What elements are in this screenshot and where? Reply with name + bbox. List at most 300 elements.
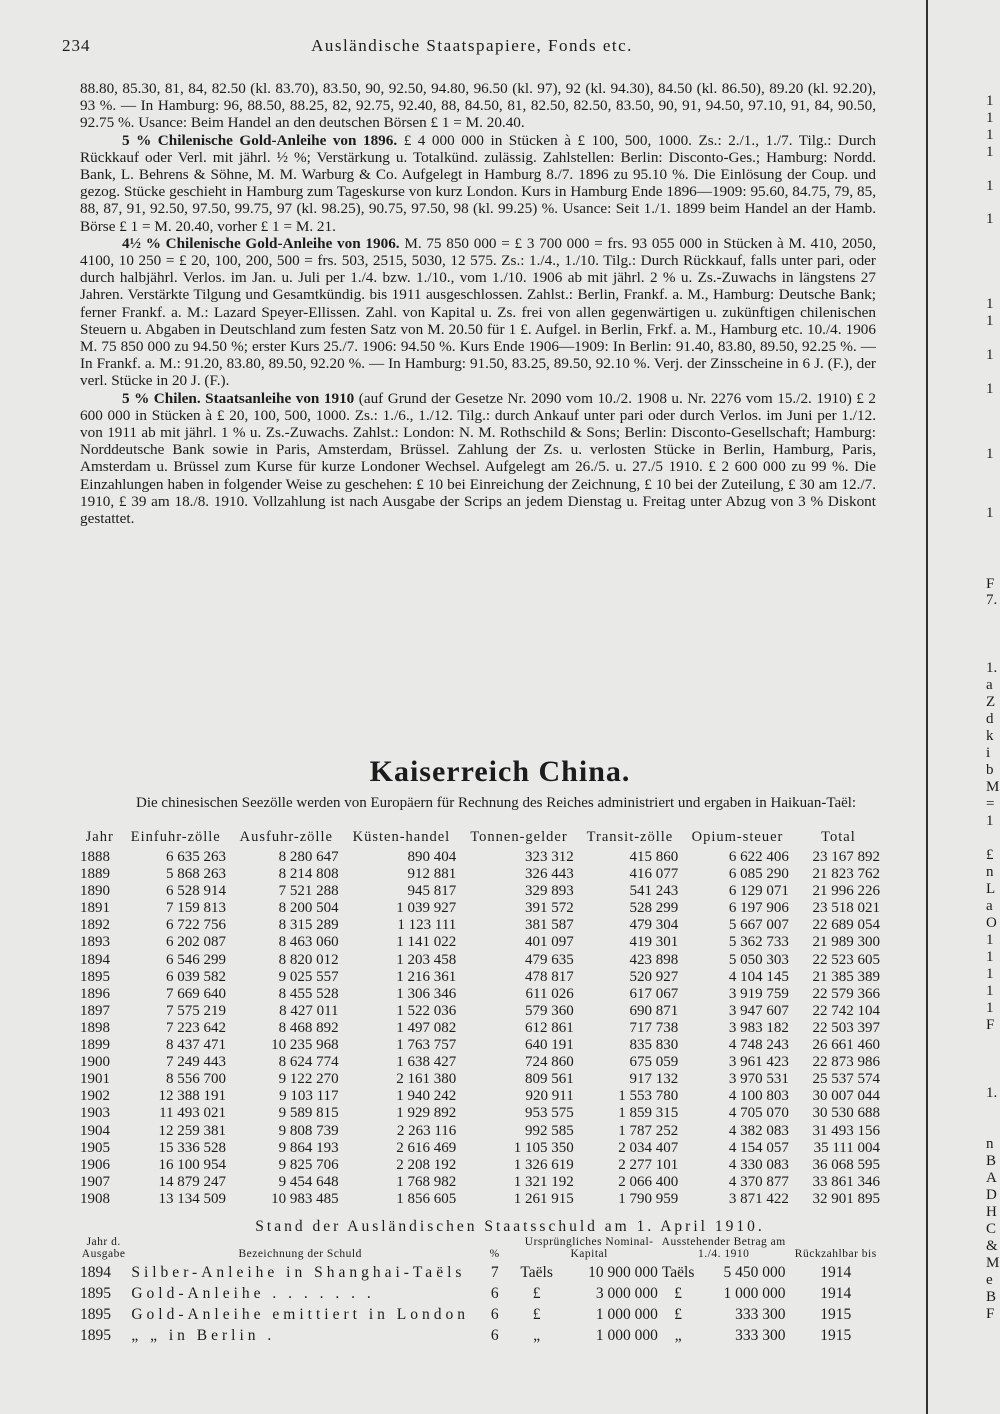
debt-until-cell: 1914 xyxy=(820,1264,852,1281)
value-cell: 1 553 780 xyxy=(618,1088,679,1105)
value-cell: 32 901 895 xyxy=(812,1190,880,1207)
value-cell: 4 705 070 xyxy=(728,1105,789,1122)
table-row xyxy=(78,900,884,917)
margin-fragment: 1 xyxy=(986,381,994,397)
value-cell: 3 961 423 xyxy=(728,1054,789,1071)
value-cell: 8 214 808 xyxy=(278,866,339,883)
margin-fragment: 1 xyxy=(986,93,994,109)
year-cell: 1903 xyxy=(80,1105,110,1122)
value-cell: 8 463 060 xyxy=(278,934,339,951)
value-cell: 323 312 xyxy=(524,849,574,865)
year-cell: 1892 xyxy=(80,917,110,934)
margin-fragment: 1 xyxy=(986,949,994,965)
margin-fragment: M xyxy=(986,779,1000,795)
value-cell: 992 585 xyxy=(524,1122,574,1139)
value-cell: 1 856 605 xyxy=(396,1190,457,1207)
margin-fragment: 1 xyxy=(986,296,994,312)
value-cell: 1 929 892 xyxy=(396,1105,457,1122)
margin-fragment: a xyxy=(986,898,993,914)
value-cell: 9 825 706 xyxy=(278,1156,339,1173)
year-cell: 1900 xyxy=(80,1054,110,1071)
value-cell: 6 197 906 xyxy=(728,900,789,917)
margin-fragment: F xyxy=(986,1306,995,1322)
year-cell: 1904 xyxy=(80,1122,110,1139)
debt-cur1-cell: £ xyxy=(532,1285,541,1302)
value-cell: 22 689 054 xyxy=(812,917,880,934)
section-title: Kaiserreich China. xyxy=(369,755,631,788)
value-cell: 3 919 759 xyxy=(728,985,789,1002)
value-cell: 329 893 xyxy=(524,883,574,900)
value-cell: 416 077 xyxy=(629,866,679,883)
value-cell: 16 100 954 xyxy=(158,1156,227,1173)
margin-fragment: 1 xyxy=(986,983,994,999)
value-cell: 23 167 892 xyxy=(812,849,880,865)
debt-until-cell: 1915 xyxy=(820,1327,852,1344)
value-cell: 4 100 803 xyxy=(728,1088,789,1105)
value-cell: 1 216 361 xyxy=(396,968,457,985)
year-cell: 1891 xyxy=(80,900,110,917)
margin-fragment: 1. xyxy=(986,1085,998,1101)
debt-pct-cell: 6 xyxy=(490,1285,499,1302)
value-cell: 15 336 528 xyxy=(158,1139,227,1156)
intro-text: Die chinesischen Seezölle werden von Europäern für Rechnung des Reiches administriert und ergaben in Haikuan-Taël: xyxy=(136,795,857,811)
margin-fragment: 1 xyxy=(986,110,994,126)
margin-fragment: & xyxy=(986,1238,998,1254)
margin-fragment: H xyxy=(986,1204,997,1220)
value-cell: 25 537 574 xyxy=(812,1071,880,1088)
customs-col-header: Küsten-handel xyxy=(352,829,451,845)
paragraph-continuation: 88.80, 85.30, 81, 84, 82.50 (kl. 83.70), 83.50, 90, 92.50, 94.80, 96.50 (kl. 97), 92 (kl. 94.30), 84.50 (kl. 86.50), 89.20 (kl. 92.20), 93 %. — In Hamburg: 96, 88.50, 88.25, 82, 92.75, 92.40, 88, 84.50, 81, 82.50, 82.50, 83.50, 90, 91, 94.50, 97.10, 91, 84, 90.50, 92.75 %. Usance: Beim Handel an den deutschen Börsen £ 1 = M. 20.40. xyxy=(80,80,876,132)
debt-table-header xyxy=(78,1236,884,1262)
value-cell: 4 382 083 xyxy=(728,1122,789,1139)
value-cell: 391 572 xyxy=(524,900,574,917)
margin-fragment: L xyxy=(986,881,996,897)
year-cell: 1905 xyxy=(80,1139,110,1156)
value-cell: 21 996 226 xyxy=(812,883,880,900)
debt-cur1-cell: Taëls xyxy=(520,1264,553,1281)
value-cell: 1 787 252 xyxy=(618,1122,679,1139)
value-cell: 528 299 xyxy=(629,900,679,917)
debt-table xyxy=(78,1236,884,1346)
loan-1910-heading: 5 % Chilen. Staatsanleihe von 1910 xyxy=(122,389,355,407)
value-cell: 30 007 044 xyxy=(812,1088,880,1105)
value-cell: 326 443 xyxy=(524,866,574,883)
value-cell: 2 616 469 xyxy=(396,1139,457,1156)
debt-col-header: Ausstehender Betrag am 1./4. 1910 xyxy=(661,1236,786,1260)
loan-1896-text: £ 4 000 000 in Stücken à £ 100, 500, 1000. Zs.: 2./1., 1./7. Tilg.: Durch Rückkauf oder Verl. mit jährl. ½ %; Verstärkung u. Totalkünd. zulässig. Zahlstellen: Berlin: Disconto-Ges.; Hamburg: Nordd. Bank, L. Behrens & Söhne, M. M. Warburg & Co. Aufgelegt in Hamburg 8./7. 1896 zu 95.10 %. Die Einlösung der Coup. und gezog. Stücke geschieht in Hamburg zum Tageskurse von kurz London. Kurs in Hamburg Ende 1896—1909: 95.60, 84.75, 79, 85, 88, 87, 91, 92.50, 97.50, 99.75, 97 (kl. 98.25), 90.75, 97.50, 98 (kl. 99.25) %. Usance: Seit 1./1. 1899 beim Handel an der Hamb. Börse £ 1 = M. 20.40, vorher £ 1 = M. 21. xyxy=(80,131,876,235)
value-cell: 8 624 774 xyxy=(278,1054,339,1071)
value-cell: 4 330 083 xyxy=(728,1156,789,1173)
year-cell: 1888 xyxy=(80,849,110,865)
value-cell: 23 518 021 xyxy=(812,900,880,917)
value-cell: 3 871 422 xyxy=(728,1190,789,1207)
debt-table-body xyxy=(78,1262,884,1346)
value-cell: 6 085 290 xyxy=(728,866,789,883)
debt-year-cell: 1894 xyxy=(80,1264,111,1281)
value-cell: 1 859 315 xyxy=(618,1105,679,1122)
margin-fragment: b xyxy=(986,762,994,778)
margin-fragment: B xyxy=(986,1289,997,1305)
value-cell: 21 823 762 xyxy=(812,866,880,883)
debt-col-header: Rückzahlbar bis xyxy=(794,1248,877,1260)
value-cell: 1 261 915 xyxy=(513,1190,574,1207)
value-cell: 1 039 927 xyxy=(396,900,457,917)
value-cell: 1 763 757 xyxy=(396,1037,457,1054)
value-cell: 8 820 012 xyxy=(278,951,339,968)
value-cell: 12 259 381 xyxy=(158,1122,227,1139)
table-row xyxy=(78,986,884,1003)
margin-fragment: 1. xyxy=(986,660,998,676)
value-cell: 9 103 117 xyxy=(279,1088,339,1105)
section-intro xyxy=(80,795,876,812)
debt-col-header: Bezeichnung der Schuld xyxy=(238,1248,362,1260)
value-cell: 3 983 182 xyxy=(728,1019,789,1036)
year-cell: 1894 xyxy=(80,951,110,968)
value-cell: 1 497 082 xyxy=(396,1019,457,1036)
table-row xyxy=(78,849,884,866)
value-cell: 617 067 xyxy=(629,985,679,1002)
year-cell: 1889 xyxy=(80,866,110,883)
margin-fragment: 1 xyxy=(986,932,994,948)
value-cell: 2 277 101 xyxy=(618,1156,679,1173)
table-row xyxy=(78,1020,884,1037)
value-cell: 640 191 xyxy=(524,1037,574,1054)
margin-fragment: 1 xyxy=(986,127,994,143)
table-row xyxy=(78,934,884,951)
value-cell: 912 881 xyxy=(407,866,457,883)
year-cell: 1895 xyxy=(80,968,110,985)
customs-table-body xyxy=(78,849,884,1208)
value-cell: 3 947 607 xyxy=(728,1002,789,1019)
running-title: Ausländische Staatspapiere, Fonds etc. xyxy=(311,36,633,55)
chile-loans-text xyxy=(80,80,876,527)
value-cell: 1 203 458 xyxy=(396,951,457,968)
customs-col-header: Transit-zölle xyxy=(586,829,674,845)
value-cell: 1 326 619 xyxy=(513,1156,574,1173)
value-cell: 6 039 582 xyxy=(166,968,227,985)
value-cell: 9 122 270 xyxy=(278,1071,339,1088)
value-cell: 611 026 xyxy=(525,985,574,1002)
year-cell: 1906 xyxy=(80,1156,110,1173)
debt-orig-cell: 10 900 000 xyxy=(588,1264,658,1281)
margin-fragment: 1 xyxy=(986,144,994,160)
debt-row xyxy=(78,1283,884,1304)
debt-cur2-cell: „ xyxy=(674,1327,682,1344)
page-header xyxy=(62,36,882,60)
value-cell: 9 864 193 xyxy=(278,1139,339,1156)
value-cell: 31 493 156 xyxy=(812,1122,880,1139)
loan-1896-heading: 5 % Chilenische Gold-Anleihe von 1896. xyxy=(122,131,398,149)
debt-year-cell: 1895 xyxy=(80,1285,111,1302)
customs-col-header: Einfuhr-zölle xyxy=(130,829,221,845)
margin-fragment: C xyxy=(986,1221,997,1237)
value-cell: 9 025 557 xyxy=(278,968,339,985)
value-cell: 415 860 xyxy=(629,849,679,865)
loan-1910-text: (auf Grund der Gesetze Nr. 2090 vom 10./2. 1908 u. Nr. 2276 vom 15./2. 1910) £ 2 600 000 in Stücken à £ 20, 100, 500, 1000. Zs.: 1./6., 1./12. Tilg.: durch Ankauf unter pari oder durch Verlos. im Juni per 1./12. von 1911 ab mit jährl. 1 % u. Zs.-Zuwachs. Zahlst.: London: N. M. Rothschild & Sons; Berlin: Disconto-Gesellschaft; Hamburg: Norddeutsche Bank sowie in Paris, Amsterdam, Brüssel. Zahlung der Zs. u. verlosten Stücke in Berlin, Hamburg, Paris, Amsterdam u. Brüssel zum Kurse für kurze Londoner Wechsel. Aufgelegt am 26./5. u. 27./5 1910. £ 2 600 000 zu 99 %. Die Einzahlungen haben in folgender Weise zu geschehen: £ 10 bei Einreichung der Zeichnung, £ 10 bei der Zuteilung, £ 30 am 12./7. 1910, £ 39 am 18./8. 1910. Vollzahlung ist nach Ausgabe der Scrips an jedem Dienstag u. Freitag unter Abzug von 3 % Diskont gestattet. xyxy=(80,389,876,528)
value-cell: 953 575 xyxy=(524,1105,574,1122)
table-row xyxy=(78,969,884,986)
value-cell: 478 817 xyxy=(524,968,574,985)
table-row xyxy=(78,952,884,969)
margin-fragment: i xyxy=(986,745,991,761)
debt-heading: Stand der Ausländischen Staatsschuld am 1. April 1910. xyxy=(255,1218,765,1235)
value-cell: 3 970 531 xyxy=(728,1071,789,1088)
value-cell: 8 556 700 xyxy=(166,1071,227,1088)
margin-fragment: n xyxy=(986,1136,994,1152)
debt-until-cell: 1915 xyxy=(820,1306,852,1323)
year-cell: 1897 xyxy=(80,1002,110,1019)
year-cell: 1890 xyxy=(80,883,110,900)
margin-fragment: a xyxy=(986,677,993,693)
table-row xyxy=(78,1003,884,1020)
adjacent-page-margin xyxy=(986,0,1000,1414)
value-cell: 479 304 xyxy=(629,917,679,934)
value-cell: 36 068 595 xyxy=(812,1156,880,1173)
value-cell: 675 059 xyxy=(629,1054,679,1071)
margin-fragment: = xyxy=(986,796,995,812)
value-cell: 541 243 xyxy=(629,883,679,900)
value-cell: 22 742 104 xyxy=(812,1002,880,1019)
debt-orig-cell: 3 000 000 xyxy=(595,1285,658,1302)
value-cell: 7 575 219 xyxy=(166,1002,227,1019)
table-row xyxy=(78,1037,884,1054)
customs-col-header: Opium-steuer xyxy=(691,829,784,845)
value-cell: 419 301 xyxy=(629,934,679,951)
customs-table xyxy=(78,830,884,1208)
value-cell: 479 635 xyxy=(524,951,574,968)
loan-1906-text: M. 75 850 000 = £ 3 700 000 = frs. 93 055 000 in Stücken à M. 410, 2050, 4100, 10 250 = £ 20, 100, 200, 500 = frs. 503, 2515, 5030, 12 575. Zs.: 1./4., 1./10. Tilg.: Durch Rückkauf, falls unter pari, oder durch halbjährl. Verlos. im Jan. u. Juli per 1./4. bzw. 1./10., vom 1./10. 1906 ab mit jährl. 2 % u. Zs.-Zuwachs in längstens 27 Jahren. Verstärkte Tilgung und Gesamtkündig. bis 1911 ausgeschlossen. Zahlst.: Berlin, Frankf. a. M., Hamburg: Deutsche Bank; ferner Frankf. a. M.: Lazard Speyer-Ellissen. Zahl. von Kapital u. Zs. frei von allen gegenwärtigen u. zukünftigen chilenischen Steuern u. Abgaben in Deutschland zum festen Satz von M. 20.50 für 1 £. Aufgel. in Berlin, Frkf. a. M., Hamburg etc. 10./4. 1906 M. 75 850 000 zu 94.50 %; erster Kurs 25./7. 1906: 94.50 %. Kurs Ende 1906—1909: In Berlin: 91.40, 83.80, 89.50, 92.25 %. — In Frankf. a. M.: 91.20, 83.80, 89.50, 92.20 %. — In Hamburg: 91.50, 83.25, 89.50, 92.10 %. Verj. der Zinsscheine in 6 J. (F.), der verl. Stücke in 20 J. (F.). xyxy=(80,234,876,390)
debt-col-header: Ursprüngliches Nominal-Kapital xyxy=(524,1236,654,1260)
value-cell: 10 983 485 xyxy=(271,1190,339,1207)
debt-year-cell: 1895 xyxy=(80,1327,111,1344)
value-cell: 1 790 959 xyxy=(618,1190,679,1207)
value-cell: 10 235 968 xyxy=(271,1037,339,1054)
value-cell: 423 898 xyxy=(629,951,679,968)
value-cell: 1 123 111 xyxy=(397,917,457,934)
value-cell: 13 134 509 xyxy=(158,1190,227,1207)
customs-col-header: Jahr xyxy=(85,829,114,845)
column-rule xyxy=(926,0,928,1414)
margin-fragment: k xyxy=(986,728,994,744)
value-cell: 8 455 528 xyxy=(278,985,339,1002)
loan-1906-heading: 4½ % Chilenische Gold-Anleihe von 1906. xyxy=(122,234,400,252)
value-cell: 6 129 071 xyxy=(728,883,789,900)
margin-fragment: A xyxy=(986,1170,997,1186)
value-cell: 2 208 192 xyxy=(396,1156,457,1173)
margin-fragment: B xyxy=(986,1153,997,1169)
value-cell: 6 546 299 xyxy=(166,951,227,968)
value-cell: 22 523 605 xyxy=(812,951,880,968)
value-cell: 1 141 022 xyxy=(396,934,457,951)
table-row xyxy=(78,883,884,900)
table-row xyxy=(78,1105,884,1122)
debt-row xyxy=(78,1325,884,1346)
value-cell: 8 315 289 xyxy=(278,917,339,934)
value-cell: 1 306 346 xyxy=(396,985,457,1002)
value-cell: 7 159 813 xyxy=(166,900,227,917)
value-cell: 717 738 xyxy=(629,1019,679,1036)
debt-out-cell: 333 300 xyxy=(735,1327,786,1344)
margin-fragment: M xyxy=(986,1255,1000,1271)
debt-cur1-cell: „ xyxy=(533,1327,541,1344)
value-cell: 809 561 xyxy=(524,1071,574,1088)
value-cell: 9 808 739 xyxy=(278,1122,339,1139)
margin-fragment: £ xyxy=(986,847,994,863)
margin-fragment: n xyxy=(986,864,994,880)
value-cell: 22 503 397 xyxy=(812,1019,880,1036)
debt-cur1-cell: £ xyxy=(532,1306,541,1323)
year-cell: 1908 xyxy=(80,1190,110,1207)
debt-name-cell: Silber-Anleihe in Shanghai-Taëls xyxy=(131,1264,466,1281)
margin-fragment: 7. xyxy=(986,592,998,608)
value-cell: 8 280 647 xyxy=(278,849,339,865)
value-cell: 690 871 xyxy=(629,1002,679,1019)
debt-year-cell: 1895 xyxy=(80,1306,111,1323)
value-cell: 26 661 460 xyxy=(812,1037,880,1054)
value-cell: 1 522 036 xyxy=(396,1002,457,1019)
paragraph-loan-1896 xyxy=(80,132,876,235)
value-cell: 945 817 xyxy=(407,883,457,900)
margin-fragment: 1 xyxy=(986,813,994,829)
value-cell: 8 468 892 xyxy=(278,1019,339,1036)
paragraph-loan-1910 xyxy=(80,390,876,528)
year-cell: 1901 xyxy=(80,1071,110,1088)
value-cell: 1 940 242 xyxy=(396,1088,457,1105)
value-cell: 579 360 xyxy=(524,1002,574,1019)
value-cell: 401 097 xyxy=(524,934,574,951)
table-row xyxy=(78,1088,884,1105)
table-row xyxy=(78,1174,884,1191)
value-cell: 7 669 640 xyxy=(166,985,227,1002)
page-number: 234 xyxy=(62,36,91,55)
value-cell: 9 589 815 xyxy=(278,1105,339,1122)
value-cell: 9 454 648 xyxy=(278,1173,339,1190)
debt-pct-cell: 6 xyxy=(490,1306,499,1323)
margin-fragment: F xyxy=(986,1017,995,1033)
debt-pct-cell: 7 xyxy=(490,1264,499,1281)
value-cell: 1 105 350 xyxy=(513,1139,574,1156)
margin-fragment: Z xyxy=(986,694,996,710)
debt-col-header: % xyxy=(489,1248,500,1260)
value-cell: 1 638 427 xyxy=(396,1054,457,1071)
margin-fragment: 1 xyxy=(986,178,994,194)
value-cell: 2 034 407 xyxy=(618,1139,679,1156)
debt-cur2-cell: Taëls xyxy=(661,1264,695,1281)
value-cell: 2 161 380 xyxy=(396,1071,457,1088)
value-cell: 5 868 263 xyxy=(166,866,227,883)
value-cell: 890 404 xyxy=(407,849,457,865)
value-cell: 1 321 192 xyxy=(513,1173,574,1190)
value-cell: 35 111 004 xyxy=(813,1139,880,1156)
value-cell: 381 587 xyxy=(524,917,574,934)
margin-fragment: 1 xyxy=(986,211,994,227)
value-cell: 6 622 406 xyxy=(728,849,789,865)
value-cell: 4 104 145 xyxy=(728,968,789,985)
value-cell: 520 927 xyxy=(629,968,679,985)
debt-cur2-cell: £ xyxy=(674,1285,682,1302)
value-cell: 4 370 877 xyxy=(728,1173,789,1190)
margin-fragment: d xyxy=(986,711,994,727)
customs-table-header xyxy=(78,830,884,849)
table-row xyxy=(78,1123,884,1140)
margin-fragment: D xyxy=(986,1187,997,1203)
value-cell: 30 530 688 xyxy=(812,1105,880,1122)
debt-name-cell: Gold-Anleihe . . . . . . . xyxy=(131,1285,375,1302)
value-cell: 7 223 642 xyxy=(166,1019,227,1036)
value-cell: 12 388 191 xyxy=(158,1088,227,1105)
margin-fragment: O xyxy=(986,915,997,931)
table-row xyxy=(78,1071,884,1088)
value-cell: 4 748 243 xyxy=(728,1037,789,1054)
year-cell: 1907 xyxy=(80,1173,110,1190)
debt-row xyxy=(78,1262,884,1283)
value-cell: 6 528 914 xyxy=(166,883,227,900)
value-cell: 8 427 011 xyxy=(279,1002,339,1019)
value-cell: 7 249 443 xyxy=(166,1054,227,1071)
margin-fragment: 1 xyxy=(986,446,994,462)
value-cell: 22 579 366 xyxy=(812,985,880,1002)
paragraph-loan-1906 xyxy=(80,235,876,390)
value-cell: 1 768 982 xyxy=(396,1173,457,1190)
debt-orig-cell: 1 000 000 xyxy=(595,1327,658,1344)
customs-col-header: Total xyxy=(821,829,856,845)
value-cell: 11 493 021 xyxy=(159,1105,227,1122)
debt-cur2-cell: £ xyxy=(674,1306,682,1323)
year-cell: 1899 xyxy=(80,1037,110,1054)
value-cell: 724 860 xyxy=(524,1054,574,1071)
year-cell: 1902 xyxy=(80,1088,110,1105)
value-cell: 5 667 007 xyxy=(728,917,789,934)
value-cell: 14 879 247 xyxy=(158,1173,227,1190)
value-cell: 6 202 087 xyxy=(166,934,227,951)
table-row xyxy=(78,866,884,883)
year-cell: 1896 xyxy=(80,985,110,1002)
value-cell: 5 362 733 xyxy=(728,934,789,951)
debt-out-cell: 1 000 000 xyxy=(723,1285,786,1302)
debt-orig-cell: 1 000 000 xyxy=(595,1306,658,1323)
debt-out-cell: 5 450 000 xyxy=(723,1264,786,1281)
table-row xyxy=(78,1191,884,1208)
value-cell: 7 521 288 xyxy=(278,883,339,900)
value-cell: 8 437 471 xyxy=(166,1037,227,1054)
debt-col-header: Jahr d. Ausgabe xyxy=(81,1236,126,1260)
debt-name-cell: „ „ in Berlin . xyxy=(131,1327,276,1344)
margin-fragment: 1 xyxy=(986,966,994,982)
margin-fragment: F xyxy=(986,576,995,592)
margin-fragment: 1 xyxy=(986,313,994,329)
table-row xyxy=(78,917,884,934)
debt-name-cell: Gold-Anleihe emittiert in London xyxy=(131,1306,469,1323)
margin-fragment: 1 xyxy=(986,505,994,521)
customs-col-header: Tonnen-gelder xyxy=(470,829,568,845)
value-cell: 835 830 xyxy=(629,1037,679,1054)
value-cell: 612 861 xyxy=(524,1019,574,1036)
value-cell: 6 635 263 xyxy=(166,849,227,865)
value-cell: 2 263 116 xyxy=(396,1122,457,1139)
margin-fragment: 1 xyxy=(986,1000,994,1016)
value-cell: 22 873 986 xyxy=(812,1054,880,1071)
debt-row xyxy=(78,1304,884,1325)
year-cell: 1898 xyxy=(80,1019,110,1036)
table-row xyxy=(78,1140,884,1157)
value-cell: 917 132 xyxy=(629,1071,679,1088)
value-cell: 8 200 504 xyxy=(278,900,339,917)
value-cell: 2 066 400 xyxy=(618,1173,679,1190)
table-row xyxy=(78,1157,884,1174)
debt-out-cell: 333 300 xyxy=(735,1306,786,1323)
value-cell: 5 050 303 xyxy=(728,951,789,968)
value-cell: 6 722 756 xyxy=(166,917,227,934)
